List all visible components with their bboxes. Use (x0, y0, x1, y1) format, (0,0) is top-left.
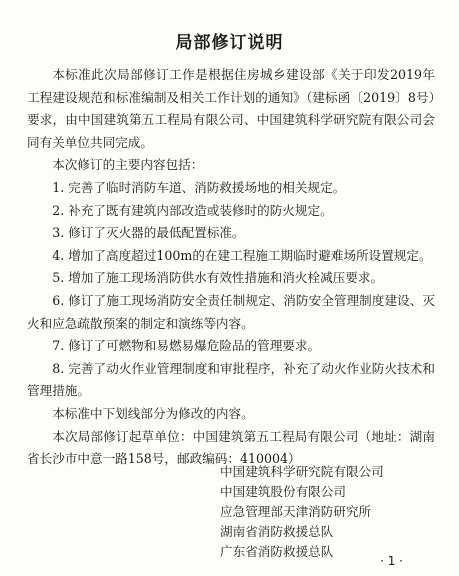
unit-name: 中国建筑科学研究院有限公司 (220, 464, 384, 479)
page-number: · 1 · (380, 554, 403, 568)
underline-note: 本标准中下划线部分为修改的内容。 (52, 405, 254, 421)
participating-units (220, 462, 384, 562)
unit-name: 中国建筑股份有限公司 (220, 484, 346, 499)
revision-item-8: 8. 完善了动火作业管理制度和审批程序，补充了动火作业防火技术和管理措施。 (27, 360, 435, 399)
revision-item-1: 1. 完善了临时消防车道、消防救援场地的相关规定。 (52, 179, 346, 195)
main-content-heading: 本次修订的主要内容包括： (52, 157, 204, 173)
revision-item-4: 4. 增加了高度超过100m的在建工程施工期临时避难场所设置规定。 (52, 247, 432, 263)
unit-name: 应急管理部天津消防研究所 (220, 504, 372, 519)
page-title: 局部修订说明 (175, 33, 284, 53)
revision-item-5: 5. 增加了施工现场消防供水有效性措施和消火栓减压要求。 (52, 270, 384, 286)
document-body (27, 64, 435, 471)
revision-item-3: 3. 修订了灭火器的最低配置标准。 (52, 225, 245, 241)
revision-item-7: 7. 修订了可燃物和易燃易爆危险品的管理要求。 (52, 338, 321, 354)
revision-item-6: 6. 修订了施工现场消防安全责任制规定、消防安全管理制度建设、灭火和应急疏散预案的制定和演练等内容。 (27, 292, 435, 331)
unit-name: 湖南省消防救援总队 (220, 524, 334, 539)
chief-drafting-unit: 本次局部修订起草单位：中国建筑第五工程局有限公司（地址：湖南省长沙市中意一路158号，邮政编码：410004） (27, 428, 435, 467)
revision-item-2: 2. 补充了既有建筑内部改造或装修时的防火规定。 (52, 202, 333, 218)
intro-paragraph: 本标准此次局部修订工作是根据住房城乡建设部《关于印发2019年工程建设规范和标准编制及相关工作计划的通知》（建标函〔2019〕8号）要求，由中国建筑第五工程局有限公司、中国建筑科学研究院有限公司会同有关单位共同完成。 (27, 67, 435, 150)
unit-name: 广东省消防救援总队 (220, 544, 334, 559)
